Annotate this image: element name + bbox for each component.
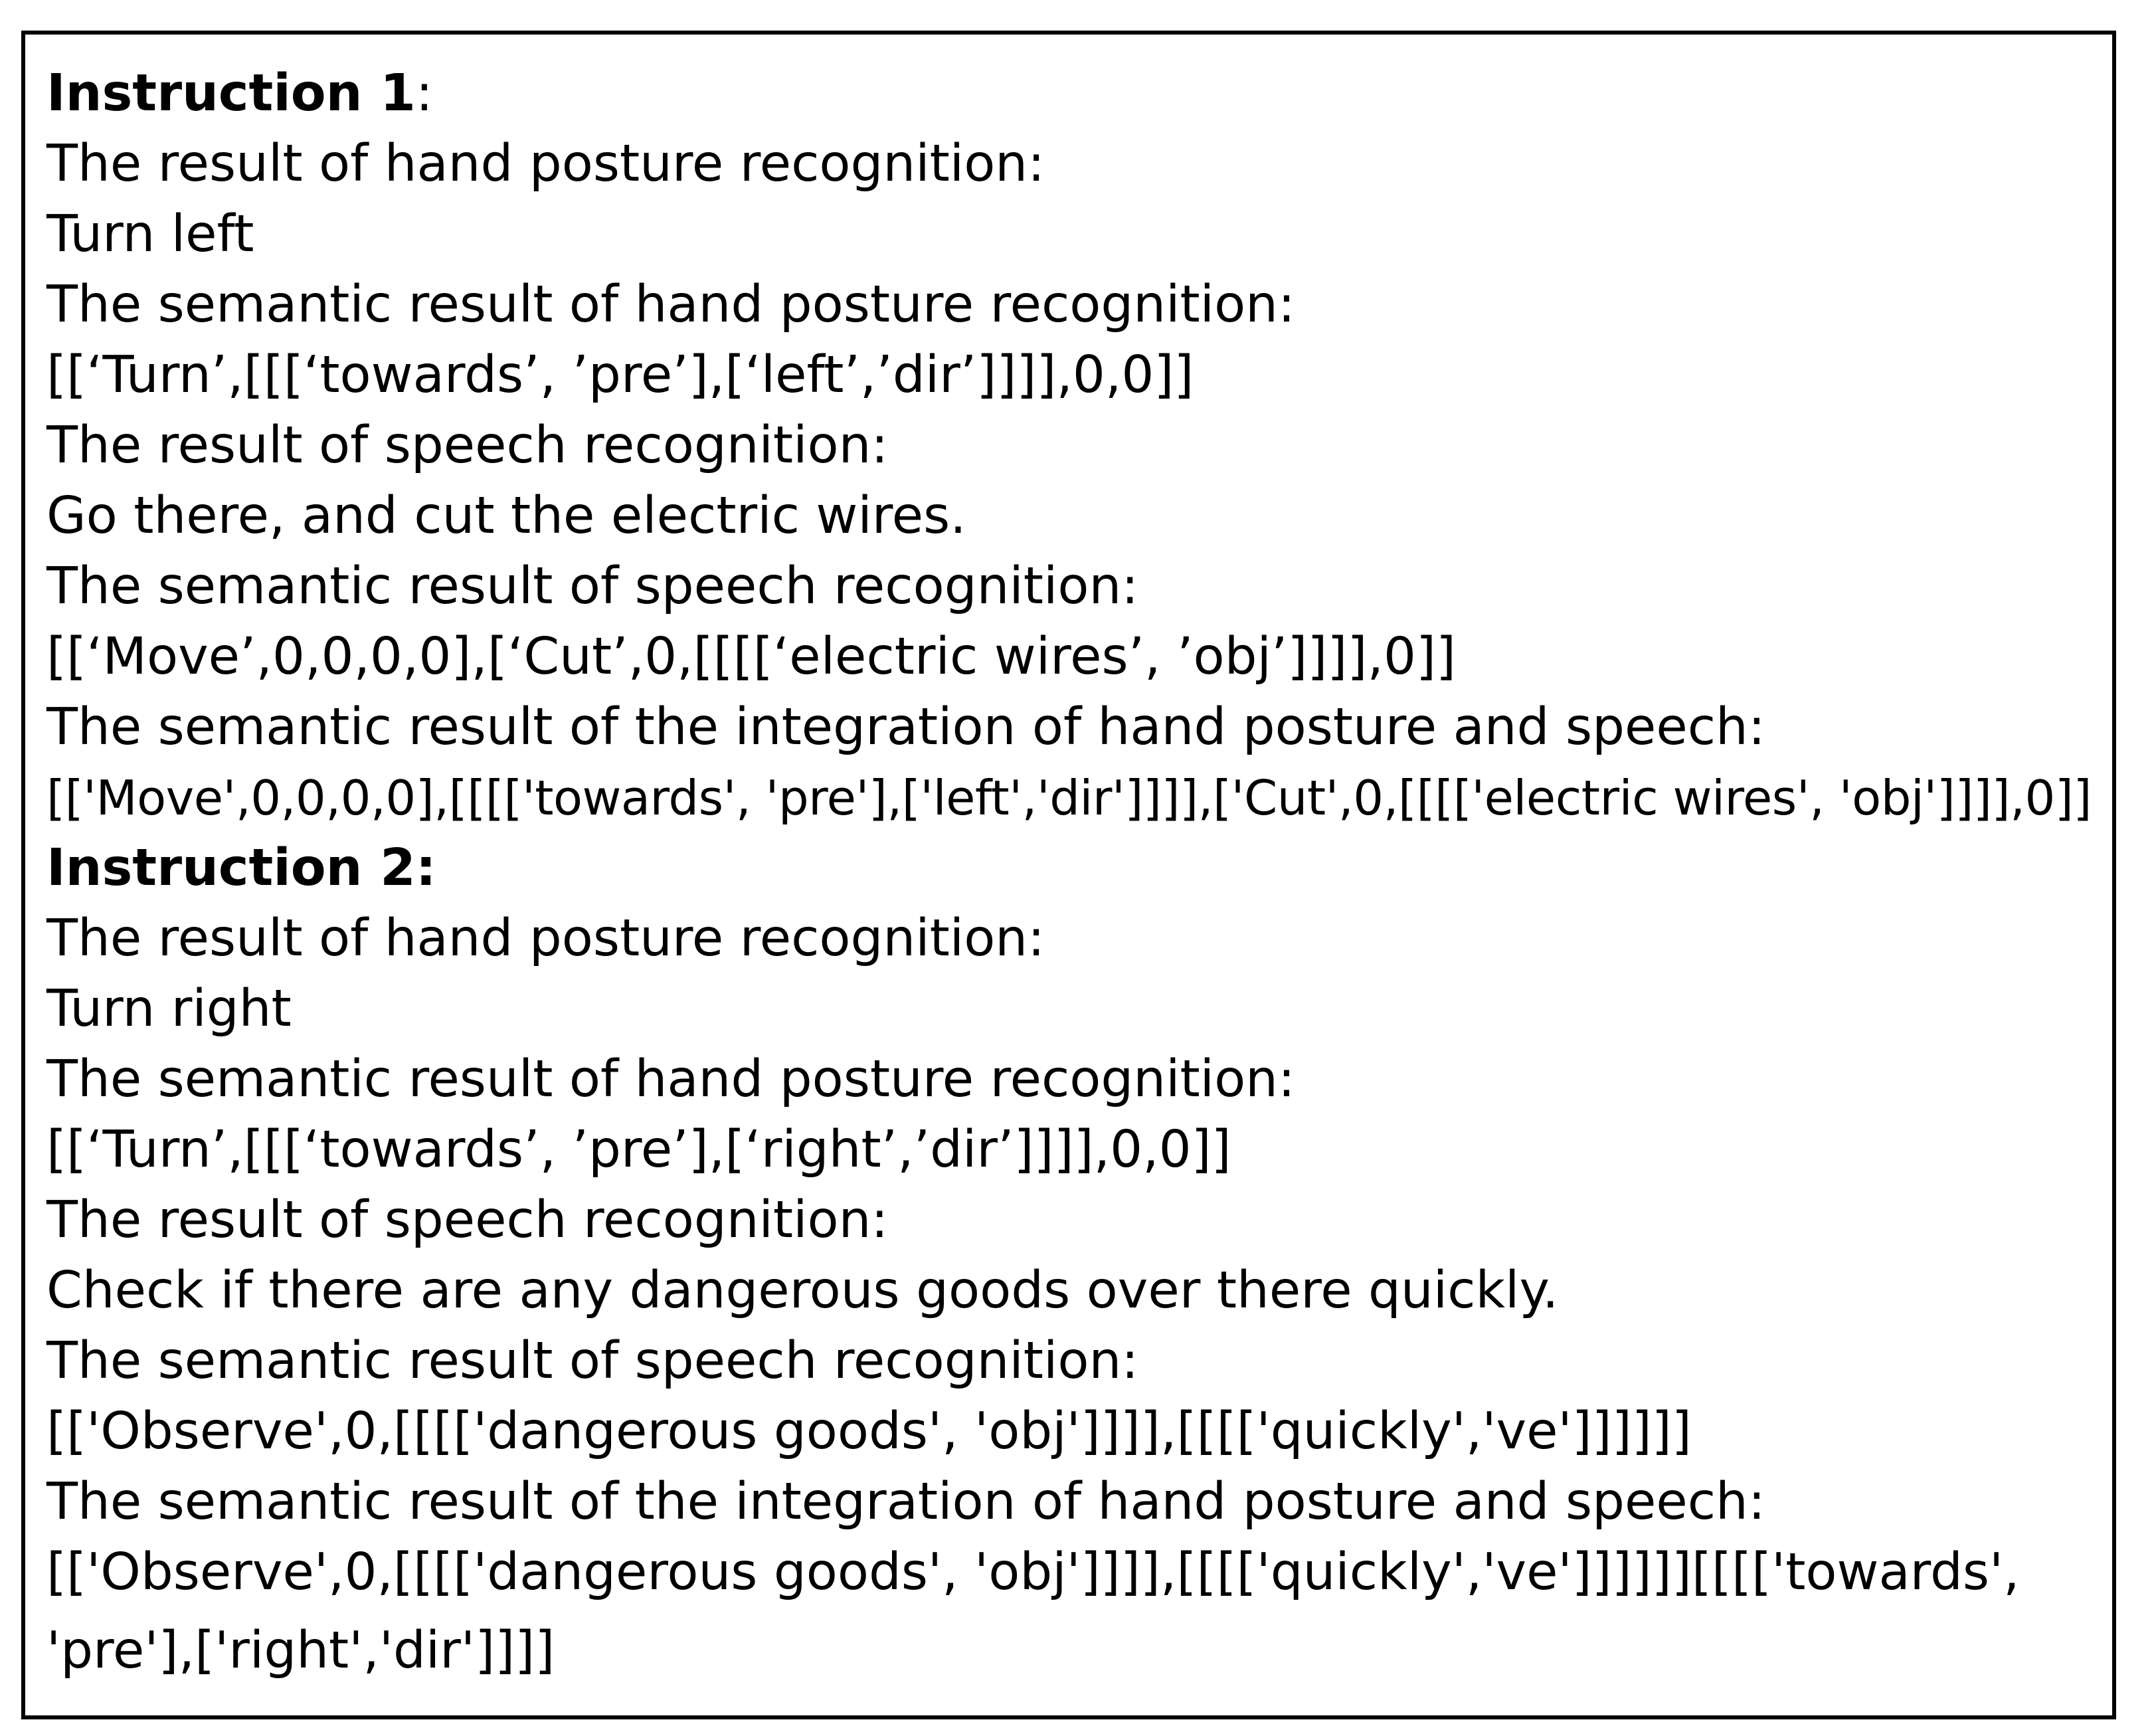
- instruction-1-speech-result: Go there, and cut the electric wires.: [46, 486, 966, 545]
- instruction-1-speech-semantic-label: The semantic result of speech recognition:: [46, 557, 1139, 616]
- instruction-1-hand-semantic-label: The semantic result of hand posture recognition:: [46, 275, 1295, 334]
- instruction-2-speech-result: Check if there are any dangerous goods over there quickly.: [46, 1261, 1559, 1320]
- instruction-text-block: [46, 58, 2092, 1686]
- instruction-1-speech-result-label: The result of speech recognition:: [46, 416, 889, 475]
- instruction-1-heading-suffix: :: [415, 64, 433, 123]
- instruction-2-hand-semantic-label: The semantic result of hand posture recognition:: [46, 1050, 1295, 1109]
- instruction-1-hand-result: Turn left: [46, 205, 254, 264]
- instruction-1-hand-semantic: [[‘Turn’,[[[‘towards’, ’pre’],[‘left’,’dir’]]]],0,0]]: [46, 345, 1194, 405]
- instruction-2-integration-line-1: [['Observe',0,[[[['dangerous goods', 'obj']]]],[[[['quickly','ve']]]]]][[[['towards',: [46, 1543, 2020, 1602]
- instruction-2-hand-result-label: The result of hand posture recognition:: [46, 909, 1045, 968]
- instruction-1-speech-semantic: [[‘Move’,0,0,0,0],[‘Cut’,0,[[[[‘electric wires’, ’obj’]]]],0]]: [46, 627, 1457, 686]
- instruction-2-hand-semantic: [[‘Turn’,[[[‘towards’, ’pre’],[‘right’,’dir’]]]],0,0]]: [46, 1120, 1231, 1179]
- instruction-2-speech-result-label: The result of speech recognition:: [46, 1191, 889, 1250]
- instruction-1-heading-line: [46, 58, 2092, 129]
- instruction-2-speech-semantic-label: The semantic result of speech recognition:: [46, 1331, 1139, 1391]
- instruction-2-heading: Instruction 2:: [46, 838, 436, 898]
- instruction-1-integration-label: The semantic result of the integration of hand posture and speech:: [46, 698, 1765, 757]
- instruction-1-hand-result-label: The result of hand posture recognition:: [46, 134, 1045, 193]
- instruction-2-speech-semantic: [['Observe',0,[[[['dangerous goods', 'obj']]]],[[[['quickly','ve']]]]]]: [46, 1402, 1692, 1461]
- instruction-2-integration-line-2: 'pre'],['right','dir']]]]: [46, 1621, 555, 1680]
- instruction-1-heading: Instruction 1: [46, 64, 416, 123]
- instruction-2-integration-label: The semantic result of the integration of hand posture and speech:: [46, 1472, 1765, 1531]
- instruction-1-integration: [['Move',0,0,0,0],[[[['towards', 'pre'],['left','dir']]]],['Cut',0,[[[['electric wires', 'obj']]]],0]]: [46, 770, 2092, 826]
- instruction-2-hand-result: Turn right: [46, 979, 292, 1038]
